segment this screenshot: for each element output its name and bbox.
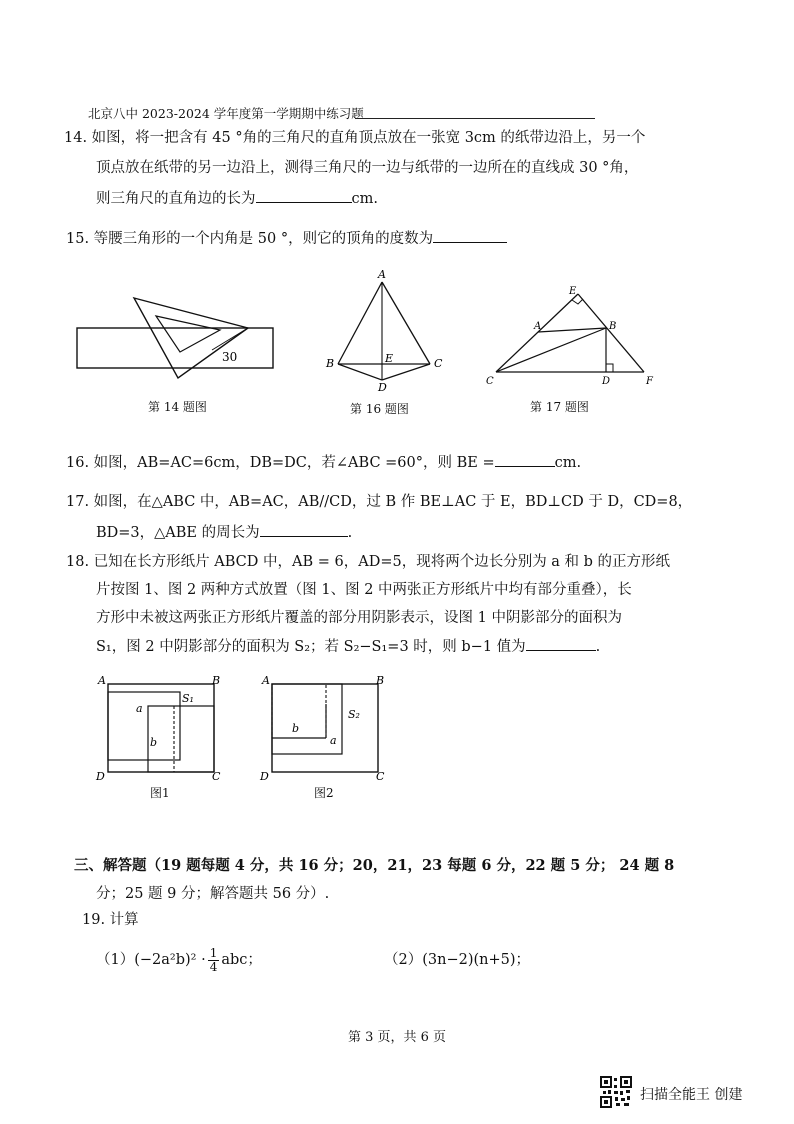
q16-line: [66, 452, 581, 473]
q19-part1-prefix: （1）(−2a²b)² ·: [96, 952, 206, 968]
fig18-2-label-b: b: [292, 722, 300, 735]
fig16-label-B: B: [326, 357, 335, 370]
figure-14: [72, 290, 282, 380]
fig16-label-E: E: [385, 352, 394, 365]
q19-fraction: [208, 947, 220, 974]
figure-16: [318, 268, 448, 392]
fig14-angle-label: 30: [222, 350, 238, 364]
q18-answer-blank[interactable]: [526, 636, 596, 651]
section3-line1: 三、解答题（19 题每题 4 分，共 16 分；20，21，23 每题 6 分，22 题 5 分； 24 题 8: [74, 857, 675, 874]
q17-answer-blank[interactable]: [260, 522, 348, 537]
fig14-caption: 第 14 题图: [148, 400, 207, 414]
fig16-label-C: C: [434, 357, 443, 370]
figure-17: [482, 284, 658, 388]
q17-end: .: [347, 525, 353, 541]
exam-header: 北京八中 2023-2024 学年度第一学期期中练习题: [88, 106, 364, 121]
section3-line2: 分；25 题 9 分；解答题共 56 分）.: [96, 886, 330, 902]
fig18-1-caption: 图1: [150, 786, 170, 800]
fig17-label-A: A: [534, 321, 542, 332]
q19-part2: （2）(3n−2)(n+5)；: [384, 952, 531, 968]
fig18-2-label-S2: S₂: [348, 708, 360, 721]
fig18-2-caption: 图2: [314, 786, 334, 800]
fig18-1-label-C: C: [212, 770, 221, 783]
figure-18-2: [258, 672, 390, 784]
q17-line2-text: BD=3，△ABE 的周长为: [96, 525, 260, 541]
q19-part1-suffix: abc；: [221, 952, 262, 968]
q18-line1: 18. 已知在长方形纸片 ABCD 中，AB = 6，AD=5，现将两个边长分别为 a 和 b 的正方形纸: [66, 554, 671, 570]
q16-answer-blank[interactable]: [495, 452, 555, 467]
q19-fraction-num: 1: [209, 945, 218, 960]
q14-line1: 14. 如图，将一把含有 45 °角的三角尺的直角顶点放在一张宽 3cm 的纸带边沿上，另一个: [64, 130, 646, 146]
fig18-1-label-b: b: [150, 736, 158, 749]
q17-line1: 17. 如图，在△ABC 中，AB=AC，AB//CD，过 B 作 BE⊥AC 于 E，BD⊥CD 于 D，CD=8，: [66, 494, 693, 510]
q19-title: 19. 计算: [82, 912, 139, 928]
figure-18-1: [94, 672, 234, 784]
page-footer: 第 3 页，共 6 页: [347, 1030, 447, 1045]
scanner-watermark: 扫描全能王 创建: [640, 1087, 743, 1103]
fig18-1-label-A: A: [98, 674, 106, 687]
qr-code-icon: [600, 1076, 632, 1108]
fig17-label-F: F: [646, 376, 653, 387]
q14-line2: 顶点放在纸带的另一边沿上，测得三角尺的一边与纸带的一边所在的直线成 30 °角，: [96, 160, 639, 176]
q15-answer-blank[interactable]: [433, 228, 507, 243]
fig17-label-B: B: [609, 321, 617, 332]
fig18-2-label-B: B: [376, 674, 385, 687]
fig18-1-label-B: B: [212, 674, 221, 687]
q19-fraction-den: 4: [209, 959, 218, 974]
fig17-caption: 第 17 题图: [530, 400, 589, 414]
q15-text: 15. 等腰三角形的一个内角是 50 °，则它的顶角的度数为: [66, 231, 434, 247]
q17-line2: [96, 522, 352, 543]
fig16-caption: 第 16 题图: [350, 402, 409, 416]
fig18-2-label-D: D: [260, 770, 269, 783]
header-underline: [355, 118, 595, 119]
fig18-1-label-D: D: [96, 770, 105, 783]
q19-part1: [96, 944, 262, 976]
q15-line: [66, 228, 507, 249]
q18-line3: 方形中未被这两张正方形纸片覆盖的部分用阴影表示，设图 1 中阴影部分的面积为: [96, 610, 622, 626]
q18-line4-text: S₁，图 2 中阴影部分的面积为 S₂；若 S₂−S₁=3 时，则 b−1 值为: [96, 639, 526, 655]
fig18-2-label-A: A: [262, 674, 270, 687]
fig17-label-C: C: [486, 376, 494, 387]
fig18-1-label-S1: S₁: [182, 692, 194, 705]
q18-line4: [96, 636, 600, 657]
q14-line3: [96, 188, 378, 209]
q18-line2: 片按图 1、图 2 两种方式放置（图 1、图 2 中两张正方形纸片中均有部分重叠），长: [96, 582, 632, 598]
fig17-label-D: D: [602, 376, 611, 387]
q18-end: .: [595, 639, 601, 655]
q14-unit: cm.: [351, 191, 378, 207]
q16-unit: cm.: [554, 455, 582, 471]
q16-text: 16. 如图，AB=AC=6cm，DB=DC，若∠ABC =60°，则 BE =: [66, 455, 495, 471]
fig18-2-label-C: C: [376, 770, 385, 783]
fig17-label-E: E: [569, 286, 577, 297]
fig18-1-label-a: a: [136, 702, 143, 715]
fig16-label-A: A: [378, 268, 386, 281]
fig16-label-D: D: [378, 381, 387, 392]
fig18-2-label-a: a: [330, 734, 337, 747]
q14-line3-text: 则三角尺的直角边的长为: [96, 191, 256, 207]
q14-answer-blank[interactable]: [256, 188, 352, 203]
